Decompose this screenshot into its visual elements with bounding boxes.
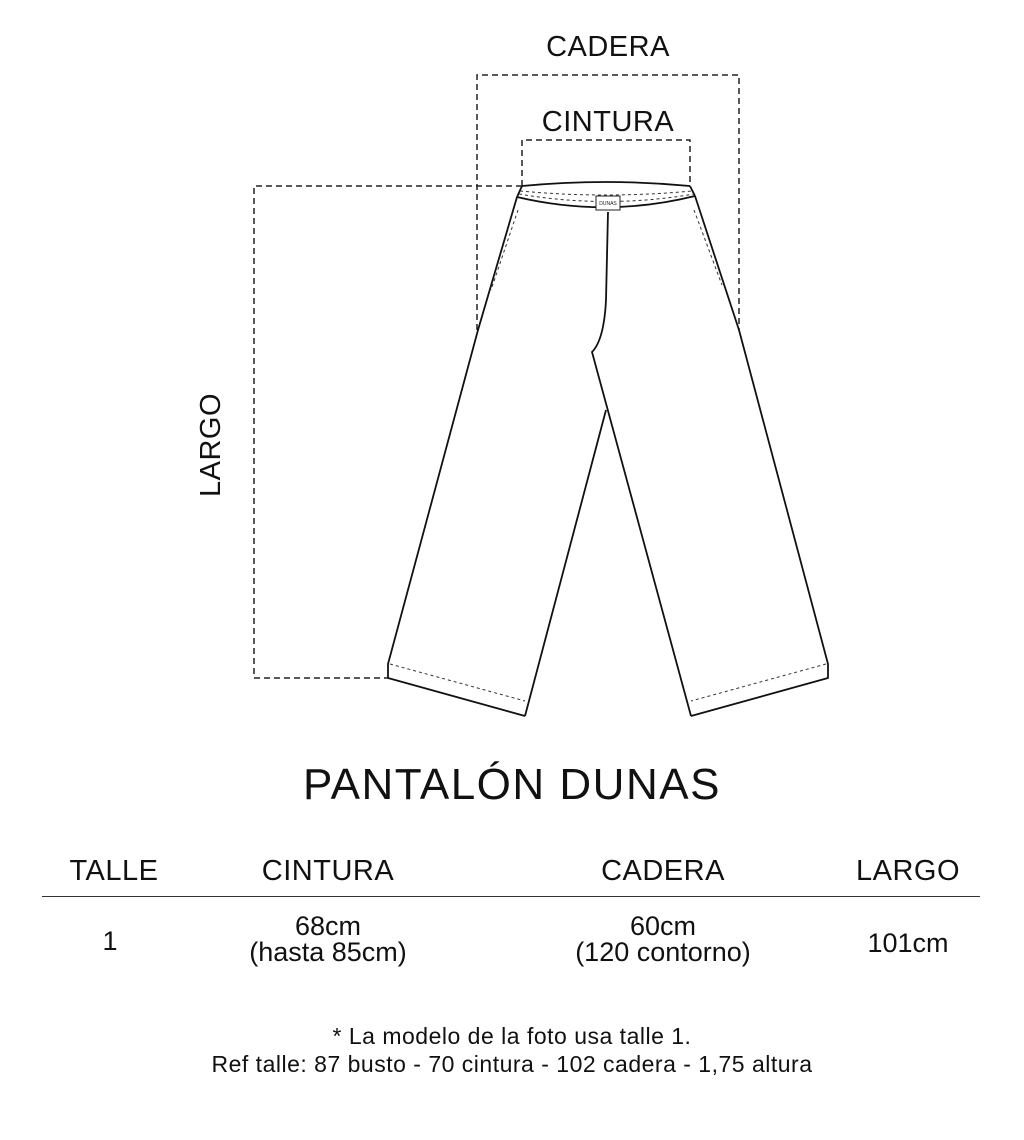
header-cintura: CINTURA [261,855,395,887]
cadera-label: CADERA [546,31,670,63]
cadera-value: 60cm [629,911,697,941]
stitch-lines [390,191,826,701]
brand-tag-text: DUNAS [599,201,617,207]
cintura-note: (hasta 85cm) [249,937,407,967]
value-cintura [208,913,448,965]
cintura-value: 68cm [294,911,362,941]
value-cadera [543,913,783,965]
largo-value: 101cm [867,928,949,958]
footnote-model: * La modelo de la foto usa talle 1. [332,1023,692,1049]
footnote [0,1022,1024,1078]
table-divider [42,896,980,897]
pants-outline [388,182,828,716]
largo-dimension [254,186,522,678]
footnote-reference: Ref talle: 87 busto - 70 cintura - 102 cadera - 1,75 altura [211,1051,813,1077]
cadera-note: (120 contorno) [575,937,751,967]
header-talle: TALLE [69,855,159,887]
value-largo [833,930,983,956]
product-title: PANTALÓN DUNAS [303,760,721,809]
header-largo: LARGO [855,855,961,887]
value-talle [60,928,160,954]
cintura-label: CINTURA [541,106,675,138]
header-cadera: CADERA [601,855,725,887]
cintura-dimension [522,140,690,186]
talle-value: 1 [102,926,118,956]
brand-tag [596,196,620,210]
largo-label: LARGO [195,392,227,498]
